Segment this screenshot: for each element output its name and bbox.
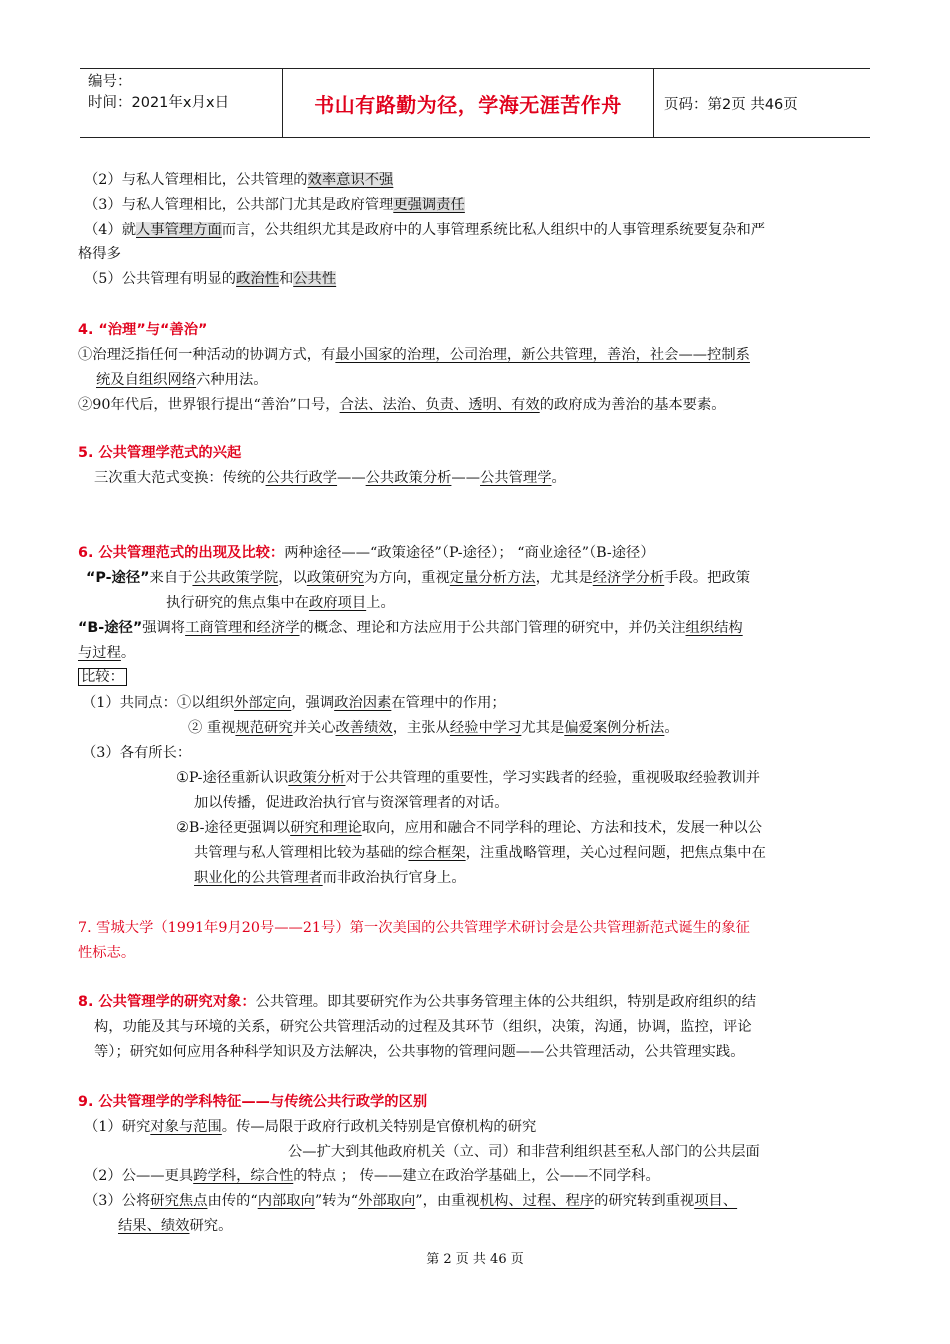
paragraph-line: ①治理泛指任何一种活动的协调方式，有最小国家的治理，公司治理，新公共管理，善治，社会——控制系 [78,347,750,363]
paragraph-line: ② 重视规范研究并关心改善绩效，主张从经验中学习尤其是偏爱案例分析法。 [188,720,679,736]
paragraph-line: ②90年代后，世界银行提出“善治”口号，合法、法治、负责、透明、有效的政府成为善治的基本要素。 [78,397,726,413]
section-heading-5: 5. 公共管理学范式的兴起 [78,445,242,461]
section-heading-8: 8. 公共管理学的研究对象：公共管理。即其要研究作为公共事务管理主体的公共组织，特别是政府组织的结 [78,994,757,1010]
paragraph-line: 与过程。 [78,645,136,661]
list-item-continuation: 格得多 [78,246,121,262]
header-meta-cell [80,69,283,137]
paragraph-line: 统及自组织网络六种用法。 [96,372,268,388]
section-heading-7: 7. 雪城大学（1991年9月20号——21号）第一次美国的公共管理学术研讨会是公共管理新范式诞生的象征 [78,920,750,936]
comparison-label: 比较： [78,667,127,687]
doc-date-label: 时间：2021年x月x日 [88,95,230,111]
header-page-info: 页码：第2页 共46页 [664,96,798,113]
paragraph-line: 职业化的公共管理者而非政治执行官身上。 [194,870,466,886]
paragraph-line: 共管理与私人管理相比较为基础的综合框架，注重战略管理，关心过程问题，把焦点集中在 [194,845,766,861]
paragraph-line: ①P-途径重新认识政策分析对于公共管理的重要性，学习实践者的经验，重视吸取经验教训并 [176,770,761,786]
paragraph-line: 执行研究的焦点集中在政府项目上。 [166,595,395,611]
doc-number-label: 编号： [88,74,132,90]
section-heading-9: 9. 公共管理学的学科特征——与传统公共行政学的区别 [78,1094,428,1110]
section-heading-4: 4. “治理”与“善治” [78,322,208,338]
paragraph-line: （2）公——更具跨学科，综合性的特点 ； 传——建立在政治学基础上，公——不同学科。 [84,1168,660,1184]
paragraph-line: （1）共同点：①以组织外部定向，强调政治因素在管理中的作用； [82,695,506,711]
list-item: （5）公共管理有明显的政治性和公共性 [84,271,337,287]
paragraph-line: 构，功能及其与环境的关系，研究公共管理活动的过程及其环节（组织，决策，沟通，协调，监控，评论 [94,1019,752,1035]
paragraph-line: 加以传播，促进政治执行官与资深管理者的对话。 [194,795,509,811]
paragraph-line: 公—扩大到其他政府机关（立、司）和非营利组织甚至私人部门的公共层面 [288,1144,760,1160]
section-heading-6: 6. 公共管理范式的出现及比较：两种途径——“政策途径”（P-途径）； “商业途径”（B-途径） [78,545,655,561]
header-motto-cell [283,69,654,137]
paragraph-line: （1）研究对象与范围。传—局限于政府行政机关特别是官僚机构的研究 [84,1119,537,1135]
header-motto: 书山有路勤为径，学海无涯苦作舟 [314,92,622,117]
paragraph-line: ②B-途径更强调以研究和理论取向，应用和融合不同学科的理论、方法和技术，发展一种以公 [176,820,762,836]
paragraph-line: 三次重大范式变换：传统的公共行政学——公共政策分析——公共管理学。 [94,470,566,486]
paragraph-line: （3）各有所长： [82,745,192,761]
paragraph-line: “B-途径”强调将工商管理和经济学的概念、理论和方法应用于公共部门管理的研究中，并仍关注组织结构 [78,620,743,636]
page-footer: 第 2 页 共 46 页 [426,1252,524,1267]
paragraph-line: 性标志。 [78,945,136,961]
paragraph-line: “P-途径”来自于公共政策学院，以政策研究为方向，重视定量分析方法，尤其是经济学分析手段。把政策 [86,570,751,586]
list-item: （4）就人事管理方面而言，公共组织尤其是政府中的人事管理系统比私人组织中的人事管理系统要复杂和严 [84,222,766,238]
list-item: （2）与私人管理相比，公共管理的效率意识不强 [84,172,394,188]
paragraph-line: 结果、绩效研究。 [118,1218,233,1234]
list-item: （3）与私人管理相比，公共部门尤其是政府管理更强调责任 [84,197,465,213]
page-header [80,68,870,138]
paragraph-line: （3）公将研究焦点由传的“内部取向”转为“外部取向”，由重视机构、过程、程序的研究转到重视项目、 [84,1193,738,1209]
paragraph-line: 等）；研究如何应用各种科学知识及方法解决，公共事物的管理问题——公共管理活动，公共管理实践。 [94,1044,745,1060]
